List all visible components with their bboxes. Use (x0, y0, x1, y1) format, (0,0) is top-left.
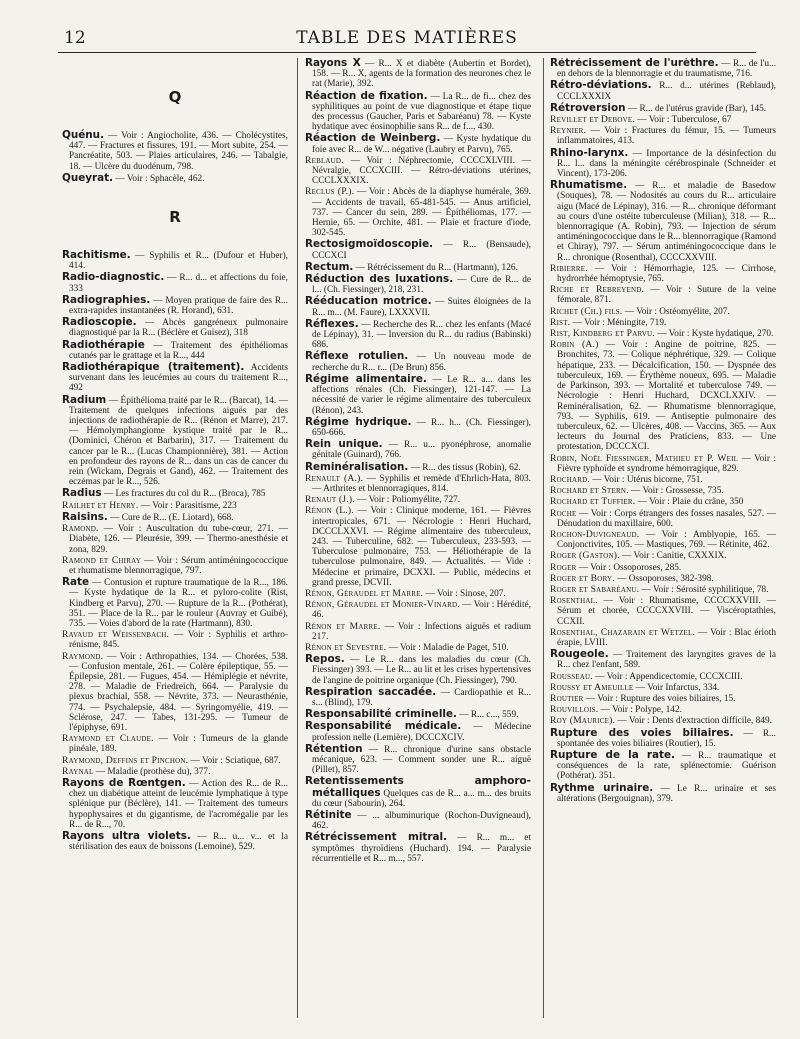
entry-text: — Voir : Fractures du fémur, 15. — Tumeurs inflammatoires, 413. (557, 126, 776, 147)
index-entry (550, 180, 776, 263)
entry-heading: Rectum. (305, 260, 354, 273)
entry-heading: Ribierre. (550, 262, 588, 274)
index-entry (550, 649, 776, 670)
index-entry (550, 80, 776, 101)
entry-text: — Voir : Tumeurs de la glande pinéale, 189. (69, 734, 288, 755)
index-entry (550, 148, 776, 180)
index-entry (305, 133, 531, 154)
entry-heading: Rétrécissement de l'urèthre. (550, 58, 719, 69)
entry-heading: Raisins. (62, 510, 108, 523)
page-header (58, 26, 756, 52)
entry-heading: Responsabilité médicale. (305, 720, 462, 733)
entry-text: — Voir : Canitie, CXXXIX. (619, 551, 727, 562)
entry-text: — Voir : Syphilis et arthro-rénisme, 845. (69, 630, 288, 651)
entry-heading: Reclus (P.). (305, 186, 355, 198)
running-title: TABLE DES MATIÈRES (296, 28, 518, 48)
entry-heading: Rhino-larynx. (550, 146, 629, 159)
index-entry (305, 810, 531, 831)
entry-heading: Renault (A.). (305, 472, 364, 484)
entry-text: — Voir : Dents d'extraction difficile, 849. (615, 716, 772, 727)
entry-heading: Riche et Rebreyend. (550, 284, 645, 296)
entry-heading: Roger et Sabaréanu. (550, 583, 640, 595)
entry-text: — Voir : Parasitisme, 223 (138, 500, 237, 511)
entry-heading: Ravaud et Weissenbach. (62, 629, 170, 641)
index-entry (305, 654, 531, 686)
index-entry (305, 687, 531, 708)
index-entry (305, 296, 531, 317)
index-entry (62, 778, 288, 830)
entry-heading: Renaut (J.). (305, 494, 355, 506)
entry-heading: Rénon, Géraudel et Monier-Vinard. (305, 599, 460, 611)
entry-text: — Syphilis et remède d'Ehrlich-Hata, 803. — Arthrites et blennorragiques, 814. (312, 473, 531, 494)
entry-heading: Radium (62, 393, 107, 406)
index-entry (550, 475, 776, 485)
entry-text: — ... albuminurique (Rochon-Duvigneaud), 462. (312, 811, 531, 832)
index-entry (62, 317, 288, 338)
index-entry (550, 115, 776, 125)
entry-text: — Recherche des R... chez les enfants (Macé de Lépinay), 31. — Inversion du R... du radius (Babinski) 686. (312, 319, 531, 351)
entry-text: — Voir : Blac érioth érapie, LVIII. (557, 627, 776, 648)
entry-heading: Ramond et Chiray (62, 554, 141, 566)
index-entry (305, 744, 531, 776)
index-entry (305, 622, 531, 642)
entry-heading: Rénon et Marre. (305, 620, 381, 632)
entry-heading: Rhumatisme. (550, 179, 628, 192)
entry-text: — Épithélioma traité par le R... (Barcat), 14. — Traitement de quelques infections aiguës par des injections de radiothérapie de R... (Rénon et Marre), 217. — Hémolymphangiome kystique traité par le R... (Dominici, Chéron et Barbarin), 317. — Traitement du cancer par le R... (Lucas Championnière), 381. — Action en profondeur des rayons de R... dans un cas de cancer du rein (Wickam, Degrais et Gand), 462. — Traitement des eczémas par le R..., 526. (69, 395, 288, 488)
entry-heading: Rupture des voies biliaires. (550, 726, 734, 739)
entry-text: — R... spontanée des voies biliaires (Routier), 15. (557, 728, 776, 749)
entry-text: — Médecine profession nelle (Lemière), DCCCXCIV. (312, 722, 531, 743)
entry-heading: Raymond, Deffins et Pinchon. (62, 754, 189, 766)
index-entry (305, 832, 531, 864)
index-entry (550, 585, 776, 595)
entry-text: — Syphilis et R... (Dufour et Huber), 414. (69, 251, 288, 272)
entry-text: R... d... utérines (Reblaud), CCCLXXXIX (557, 81, 776, 102)
entry-text: — R... c..., 559. (456, 710, 519, 721)
index-entry (550, 285, 776, 305)
entry-text: — Contusion et rupture traumatique de la R..., 186. — Kyste hydatique de la R... et pyloro-colite (Rist, Kindberg et Parvu), 270. — Rupture de la R... (Pothérat), 351. — Place de la R... par le rouleur (Auvray et Guibé), 735. — Voies d'abord de la rate (Hartmann), 830. (69, 578, 288, 629)
entry-heading: Rate (62, 576, 90, 589)
entry-text: — Voir : Grossesse, 735. (628, 486, 724, 497)
index-entry (62, 501, 288, 511)
entry-heading: Richet (Ch.) fils. (550, 305, 623, 317)
entry-text: — Le R... a... dans les affections rénales (Ch. Fiessinger), 121-147. — La nécessité de varier le régime alimentaire des tuberculeux (Rénon), 243. (312, 374, 531, 416)
entry-heading: Ramond. (62, 523, 99, 535)
entry-heading: Quénu. (62, 129, 105, 141)
index-entry (550, 497, 776, 507)
entry-heading: Roger (550, 561, 577, 573)
index-entry (62, 250, 288, 271)
entry-heading: Radiothérapie (62, 338, 145, 351)
entry-text: — Voir : Angiocholite, 436. — Cholécystites, 447. — Fractures et fissures, 191. — Mort subite, 254. — Pancréatite, 503. — Plaies articulaires, 246. — Tabalgie, 18. — Ulcère du duodénum, 798. (69, 131, 288, 172)
entry-text: — R... u... v... et la stérilisation des eaux de boissons (Lemoine), 529. (69, 831, 288, 853)
entry-text: — Voir : Kyste hydatique, 270. (654, 329, 774, 340)
entry-heading: Rayons de Rœntgen. (62, 776, 186, 789)
entry-text: — Voir Infarctus, 334. (633, 682, 720, 693)
index-column-3 (550, 58, 776, 1033)
entry-text: — Un nouveau mode de recherche du R... r... (De Brun) 856. (312, 352, 531, 373)
entry-text: — Voir : Néphrectomie, CCCCXLVIII. — Névralgie, CCCXCIII. — Rétro-déviations utérines, CCCLXXXIX. (312, 155, 531, 187)
index-entry (550, 126, 776, 146)
index-entry (62, 395, 288, 488)
entry-text: — Voir : Rhumatisme, CCCCXXVIII. — Sérum et chorée, CCCCXXVIII. — Viscéroptathies, CCXII. (557, 596, 776, 627)
entry-heading: Raymond et Claude. (62, 733, 154, 745)
entry-text: — R... X et diabète (Aubertin et Bordet), 158. — R... X, agents de la formation des neurones chez le rat (Marie), 392. (312, 59, 531, 90)
entry-heading: Rosenthal. (550, 595, 598, 607)
entry-text: — Voir : Sinose, 207. (423, 588, 506, 599)
column-divider (543, 58, 544, 1018)
index-entry (62, 524, 288, 555)
index-entry (305, 156, 531, 187)
index-column-2 (305, 58, 531, 1033)
entry-text: — Kyste hydatique du foie avec R... de W... négative (Laubry et Parvu), 765. (312, 134, 531, 155)
entry-heading: Réflexe rotulien. (305, 350, 409, 363)
entry-heading: Roger et Bory. (550, 572, 615, 584)
index-entry (550, 318, 776, 328)
entry-heading: Réaction de fixation. (305, 89, 428, 102)
entry-text: Quelques cas de R... a... m... des bruits du cœur (Sabourin), 264. (312, 788, 531, 809)
entry-text: — Voir : Sciatique, 687. (188, 755, 281, 766)
entry-text: — Maladie (prothèse du), 377. (93, 766, 211, 777)
index-entry (62, 130, 288, 172)
index-entry (62, 272, 288, 293)
column-divider (297, 58, 298, 1018)
entry-text: — Voir : Abcès de la diaphyse humérale, 369. — Accidents de travail, 65-481-545. — Anus artificiel, 737. — Cancer du sein, 289. — Épithéliomas, 177. — Hernie, 65. — Orchite, 481. — Plaie et fracture d'iode, 302-545. (312, 187, 531, 239)
entry-heading: Rein unique. (305, 438, 383, 451)
entry-heading: Réduction des luxations. (305, 273, 454, 286)
entry-text: — Suites éloignées de la R... m... (M. Faure), LXXXVII. (312, 297, 531, 318)
entry-heading: Rist, Kindberg et Parvu. (550, 328, 655, 340)
index-entry (305, 417, 531, 438)
entry-text: — Le R... urinaire et ses altérations (Bergouignan), 379. (557, 783, 776, 804)
entry-text: — R... m... et symptômes thyroïdiens (Huchard). 194. — Paralysie récurrentielle et R... m..., 557. (312, 833, 531, 864)
index-entry (550, 750, 776, 782)
entry-text: — Voir : Maladie de Paget, 510. (386, 642, 509, 653)
index-entry (62, 362, 288, 394)
entry-heading: Routier (550, 692, 584, 704)
index-entry (305, 319, 531, 351)
index-entry (305, 709, 531, 720)
index-entry (305, 589, 531, 599)
entry-text: — Traitement des épithéliomas cutanés par le grattage et la R..., 444 (69, 340, 288, 361)
entry-heading: Rochard et Stern. (550, 485, 629, 497)
entry-heading: Raynal (62, 765, 94, 777)
entry-text: — Importance de la désinfection du R... l... dans la méningite cérébrospinale (Schneider et Vincent), 173-206. (557, 148, 776, 180)
index-entry (550, 728, 776, 749)
entry-heading: Réflexes. (305, 317, 359, 330)
entry-heading: Rochon-Duvigneaud. (550, 528, 640, 540)
entry-heading: Rouvillois. (550, 704, 599, 716)
index-entry (305, 643, 531, 653)
entry-heading: Rochard et Tuffier. (550, 496, 636, 508)
entry-text: — Cardiopathie et R... s... (Blind), 179. (312, 687, 531, 708)
entry-heading: Rétro-déviations. (550, 79, 652, 92)
index-entry (62, 512, 288, 523)
entry-heading: Radiothérapique (traitement). (62, 361, 245, 374)
index-entry (62, 652, 288, 734)
entry-heading: Rétrécissement mitral. (305, 831, 448, 844)
index-entry (550, 672, 776, 682)
index-entry (305, 262, 531, 273)
index-entry (62, 173, 288, 184)
entry-text: — Action des R... de R... chez un diabétique atteint de leucémie lymphatique à type splénique pur (Béclère), 141. — Traitement des tumeurs hypophysaires et du gigantisme, de l'acromégalie par les R... de R..., 70. (69, 778, 288, 830)
entry-heading: Roussy et Ameuille (550, 681, 634, 693)
entry-text: — Cure de R... de l... (Ch. Fiessinger), 218, 231. (312, 275, 531, 296)
entry-heading: Rétention (305, 742, 363, 755)
entry-text: — Traitement des laryngites graves de la R... chez l'enfant, 589. (557, 650, 776, 671)
entry-heading: Roger (Gaston). (550, 550, 620, 562)
entry-heading: Retentissements amphoro-métalliques (305, 775, 531, 799)
index-entry (305, 91, 531, 133)
index-entry (550, 628, 776, 648)
entry-text: — La R... de fi... chez des syphilitiques au point de vue diagnostique et étape tique des processus (Gaucher, Paris et Sabaréanu) 78. — Kyste hydatique avec éosinophilie sans R... de f..., 430. (312, 91, 531, 133)
entry-text: — Voir : Plaie du crâne, 350 (635, 497, 744, 508)
entry-text: — Voir : Poliomyélite, 727. (354, 495, 461, 506)
entry-text: — Rétrécissement du R... (Hartmann), 126. (353, 262, 518, 273)
entry-heading: Queyrat. (62, 171, 114, 184)
entry-text: — R... de l'utérus gravide (Bar), 145. (625, 103, 767, 114)
entry-text: — Cure de R... (E. Liotard), 668. (107, 512, 234, 523)
index-entry (550, 530, 776, 550)
index-entry (62, 630, 288, 650)
entry-heading: Rougeole. (550, 648, 609, 661)
entry-text: — Voir : Méningite, 719. (570, 317, 667, 328)
entry-text: — Abcès gangréneux pulmonaire diagnostiqué par la R... (Béclère et Guisez), 318 (69, 318, 288, 339)
index-entry (550, 683, 776, 693)
entry-text: — Voir : Angine de poitrine, 825. — Bronchites, 73. — Colique néphrétique, 329. — Colique hépatique, 233. — Décalcification, 150. — Dyspnée des tuberculeux, 169. — Érythème noueux, 695. — Maladie de Parkinson, 393. — Mortalité et tuberculose 749. — Nécrologie : Henri Huchard, DCXCLXXIV. — Reminéralisation, 62. — Rhumatisme blennorragique, 793. — Syphilis, 619. — Antiseptie pulmonaire des tuberculeux, 62. — Ulcères, 408. — Vaccins, 365. — Aux lecteurs du Journal des Praticiens, 833. — Une protestation, DCCCXCI. (557, 340, 776, 453)
entry-heading: Rousseau. (550, 670, 593, 682)
index-entry (550, 103, 776, 114)
index-entry (305, 495, 531, 505)
index-entry (305, 187, 531, 238)
entry-text: — Voir : Sphacèle, 462. (113, 173, 205, 184)
entry-text: — R... d... et affections du foie, 333 (69, 273, 288, 294)
index-entry (550, 596, 776, 627)
index-entry (305, 462, 531, 473)
entry-heading: Roy (Maurice). (550, 715, 616, 727)
entry-text: — Voir : Rupture des voies biliaires, 15. (583, 693, 736, 704)
index-entry (305, 374, 531, 416)
index-entry (62, 295, 288, 316)
index-entry (62, 577, 288, 629)
index-column-1 (62, 58, 288, 1033)
header-rule (58, 52, 756, 53)
index-entry (550, 705, 776, 715)
entry-text: — Voir : Infections aiguës et radium 217. (312, 621, 531, 642)
index-entry (62, 734, 288, 754)
index-entry (305, 439, 531, 460)
entry-heading: Rayons X (305, 58, 361, 69)
entry-heading: Repos. (305, 653, 345, 666)
index-entry (305, 721, 531, 742)
entry-heading: Rénon et Sevestre. (305, 641, 387, 653)
entry-text: — Voir : Tuberculose, 67 (634, 115, 732, 126)
entry-text: — Voir : Fièvre typhoïde et syndrome hémorragique, 829. (557, 453, 776, 474)
index-entry (305, 274, 531, 295)
index-entry (550, 329, 776, 339)
entry-text: — Le R... dans les maladies du cœur (Ch. Fiessinger) 393. — Le R... au lit et les crises hypertensives de l'angine de poitrine organique (Ch. Fiessinger), 790. (312, 655, 531, 686)
entry-heading: Rochard. (550, 473, 590, 485)
entry-heading: Rénon (L.). (305, 505, 354, 517)
letter-heading: Q (168, 88, 182, 106)
entry-heading: Régime hydrique. (305, 415, 412, 428)
index-entry (550, 783, 776, 804)
entry-text: — R... (Bensaude), CCCXCI (312, 240, 531, 261)
entry-text: — R... h... (Ch. Fiessinger), 650-666. (312, 417, 531, 438)
entry-heading: Respiration saccadée. (305, 685, 437, 698)
entry-text: — Voir : Suture de la veine fémorale, 871. (557, 285, 776, 306)
entry-heading: Rééducation motrice. (305, 295, 432, 308)
entry-heading: Rétroversion (550, 101, 626, 114)
entry-heading: Rythme urinaire. (550, 781, 654, 794)
index-entry (550, 551, 776, 561)
entry-heading: Rosenthal, Chazarain et Wetzel. (550, 626, 696, 638)
entry-text: — Voir : Clinique moderne, 161. — Fièvres intertropicales, 671. — Nécrologie : Henri Huchard, DCCCLXXVI. — Régime alimentaire des tuberculeux, 243. — Tuberculine, 682. — Tuberculeux, 233-593. — Tuberculose pulmonaire, 753. — Héliothérapie de la tuberculose pulmonaire, 849. — Actualités. — Vide : Médecine et primaire, DCXXI. — Public, médecins et grand presse, DCVII. (312, 506, 531, 588)
entry-heading: Reminéralisation. (305, 460, 409, 473)
index-entry (305, 776, 531, 809)
entry-text: — Voir : Hérédité, 46. (312, 600, 531, 621)
entry-text: — Moyen pratique de faire des R... extra-rapides instantanées (R. Horand), 631. (69, 295, 288, 317)
index-entry (550, 264, 776, 284)
entry-heading: Robin (A.) (550, 339, 599, 351)
entry-heading: Radius (62, 487, 102, 500)
entry-text: — Voir : Arthropathies, 134. — Chorées, 538. — Confusion mentale, 261. — Colère épileptique, 55. — Épilepsie, 281. — Fugues, 454. — Hémiplégie et névrite, 278. — Maladie de Friedreich, 664. — Paralysie du plexus brachial, 558. — Névrite, 373. — Neurasthénie, 774. — Psychalepsie, 484. — Syringomyélie, 419. — Sclérose, 247. — Tabes, 131-295. — Tumeur de l'épiphyse, 691. (69, 651, 288, 733)
index-entry (305, 506, 531, 588)
index-entry (62, 756, 288, 766)
entry-text: — Voir : Utérus bicorne, 751. (589, 474, 703, 485)
index-entry (62, 340, 288, 361)
entry-text: — Voir : Sérosité syphilitique, 78. (639, 584, 769, 595)
index-entry (62, 831, 288, 852)
entry-heading: Régime alimentaire. (305, 372, 427, 385)
index-entry (62, 556, 288, 576)
entry-heading: Robin, Noël Fiessinger, Mathieu et P. Weil (550, 452, 739, 464)
index-entry (62, 767, 288, 777)
entry-heading: Reynier. (550, 125, 587, 137)
entry-heading: Railhet et Henry. (62, 499, 139, 511)
entry-text: — Voir : Sérum antiméningococcique et rhumatisme blennorragique, 797. (69, 555, 288, 576)
entry-heading: Rectosigmoïdoscopie. (305, 238, 434, 251)
index-entry (305, 600, 531, 620)
index-entry (550, 486, 776, 496)
entry-text: — Voir : Corps étrangers des fosses nasales, 527. — Dénudation du maxillaire, 600. (557, 508, 776, 529)
entry-heading: Rachitisme. (62, 249, 131, 262)
entry-text: — R... traumatique et conséquences de la rate, splénectomie. Guérison (Pothérat). 351. (557, 751, 776, 782)
entry-text: — Voir : Amblyopie, 165. — Conjonctivites, 105. — Mastiques, 769. — Rétinite, 462. (557, 529, 776, 551)
entry-text: — R... u... pyonéphrose, anomalie génitale (Guinard), 766. (312, 440, 531, 461)
index-entry (62, 488, 288, 499)
entry-heading: Rénon, Géraudel et Marre. (305, 587, 424, 599)
letter-heading: R (169, 208, 181, 227)
entry-heading: Radiographies. (62, 293, 151, 306)
index-entry (550, 563, 776, 573)
entry-heading: Radioscopie. (62, 316, 137, 329)
index-entry (550, 340, 776, 452)
entry-text: — R... chronique d'urine sans obstacle mécanique, 623. — Comment sonder une R... aiguë (Pillet), 857. (312, 744, 531, 776)
entry-text: — Voir : Ostéomyélite, 207. (622, 306, 730, 317)
entry-text: — Voir : Hémorrhagie, 125. — Cirrhose, hydrorrhée hémoptysie, 765. (557, 263, 776, 285)
entry-heading: Réaction de Weinberg. (305, 132, 441, 145)
entry-heading: Reblaud. (305, 154, 344, 166)
entry-text: — R... des tissus (Robin), 62. (408, 462, 521, 473)
index-entry (550, 694, 776, 704)
entry-heading: Roche (550, 507, 577, 519)
entry-text: — Voir : Appendicectomie, CCCXCIII. (592, 671, 743, 682)
entry-heading: Rétinite (305, 809, 352, 822)
index-entry (305, 351, 531, 372)
entry-text: — Ossoporoses, 382-398. (614, 573, 714, 584)
entry-text: — R... de l'u... en dehors de la blennorragie et du traumatisme, 716. (557, 59, 776, 80)
index-entry (305, 474, 531, 494)
index-entry (305, 58, 531, 90)
entry-heading: Rupture de la rate. (550, 749, 675, 761)
entry-text: — Voir : Ossoporoses, 285. (576, 562, 682, 573)
entry-text: — R... et maladie de Basedow (Souques), 78. — Nodosités au cours du R... articulaire aigu (Macé de Lépinay), 316. — R... chronique déformant au cours d'une ostéite tuberculeuse (Milian), 318. — R... blennorragique (A. Robin), 793. — Injection de sérum antiméningococcique dans le R... blennorragique (Ramond et Chiray), 797. — Sérum antiméningococcique dans le R... chronique (Rosenthal), CCCCXXVIII. (557, 181, 776, 263)
entry-text: — Voir : Auscultation du tube-cœur, 271. — Diabète, 126. — Pleurésie, 399. — Thermo-anesthésie et zona, 829. (69, 524, 288, 555)
index-entry (550, 574, 776, 584)
entry-text: — Voir : Polype, 142. (598, 705, 682, 716)
entry-text: Accidents survenant dans les leucémies au cours du traitement R..., 492 (69, 363, 288, 394)
entry-heading: Rayons ultra violets. (62, 829, 191, 842)
index-entry (550, 716, 776, 726)
index-entry (305, 239, 531, 260)
index-entry (550, 58, 776, 79)
entry-heading: Rist. (550, 316, 571, 328)
entry-heading: Revillet et Debove. (550, 114, 635, 126)
entry-heading: Raymond. (62, 650, 104, 662)
page-number: 12 (64, 28, 86, 48)
entry-text: — Les fractures du col du R... (Broca), 785 (101, 489, 266, 500)
entry-heading: Radio-diagnostic. (62, 271, 165, 284)
entry-heading: Responsabilité criminelle. (305, 708, 457, 721)
index-entry (550, 454, 776, 474)
index-entry (550, 509, 776, 529)
index-entry (550, 307, 776, 317)
